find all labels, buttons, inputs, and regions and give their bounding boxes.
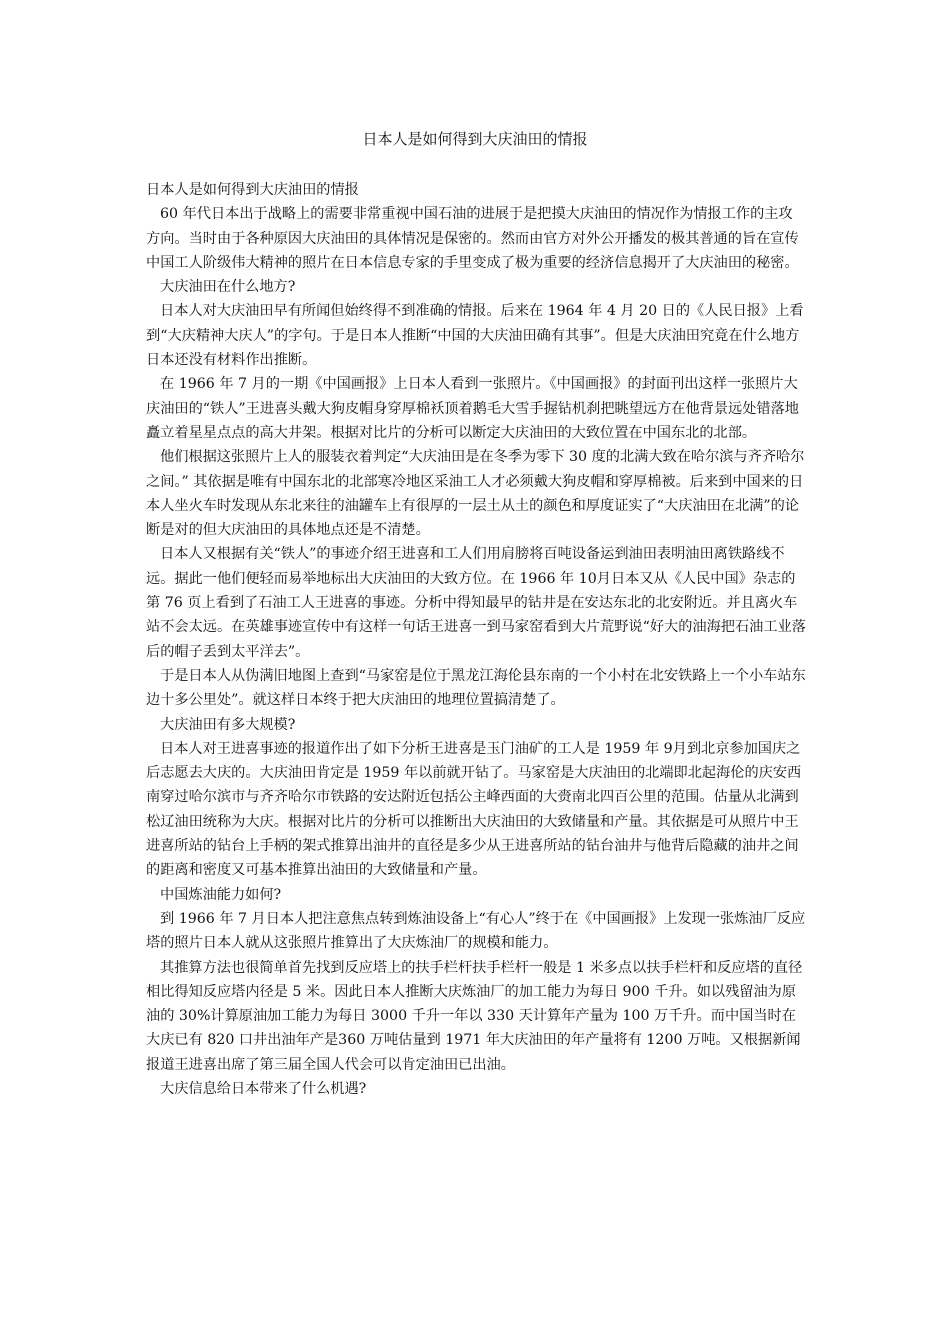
intro-paragraph: 60 年代日本出于战略上的需要非常重视中国石油的进展于是把摸大庆油田的情况作为情报工作的主攻方向。当时由于各种原因大庆油田的具体情况是保密的。然而由官方对外公开播发的极其普通的旨在宣传中国工人阶级伟大精神的照片在日本信息专家的手里变成了极为重要的经济信息揭开了大庆油田的秘密。 [146, 206, 799, 271]
document-body [146, 178, 806, 1101]
paragraph: 日本人对大庆油田早有所闻但始终得不到准确的情报。后来在 1964 年 4 月 20 日的《人民日报》上看到“大庆精神大庆人”的字句。于是日本人推断“中国的大庆油田确有其事”。但是大庆油田究竟在什么地方日本还没有材料作出推断。 [146, 303, 804, 369]
paragraph: 于是日本人从伪满旧地图上查到“马家窑是位于黑龙江海伦县东南的一个小村在北安铁路上一个小车站东边十多公里处”。就这样日本终于把大庆油田的地理位置搞清楚了。 [146, 667, 806, 709]
section-heading-refining: 中国炼油能力如何? [160, 886, 282, 903]
document-title: 日本人是如何得到大庆油田的情报 [362, 130, 588, 148]
section-heading-scale: 大庆油田有多大规模? [160, 716, 296, 733]
paragraph: 日本人对王进喜事迹的报道作出了如下分析王进喜是玉门油矿的工人是 1959 年 9月到北京参加国庆之后志愿去大庆的。大庆油田肯定是 1959 年以前就开钻了。马家窑是大庆油田的北端即北起海伦的庆安西南穿过哈尔滨市与齐齐哈尔市铁路的安达附近包括公主峰西面的大赍南北四百公里的范围。估量从北满到松辽油田统称为大庆。根据对比片的分析可以推断出大庆油田的大致储量和产量。其依据是可从照片中王进喜所站的钻台上手柄的架式推算出油井的直径是多少从王进喜所站的钻台油井与他背后隐藏的油井之间的距离和密度又可基本推算出油田的大致储量和产量。 [146, 740, 802, 879]
subtitle-paragraph: 日本人是如何得到大庆油田的情报 [146, 182, 359, 198]
paragraph: 他们根据这张照片上人的服装衣着判定“大庆油田是在冬季为零下 30 度的北满大致在哈尔滨与齐齐哈尔之间。” 其依据是唯有中国东北的北部寒冷地区采油工人才必须戴大狗皮帽和穿厚棉被。后来到中国来的日本人坐火车时发现从东北来往的油罐车上有很厚的一层土从土的颜色和厚度证实了“大庆油田在北满”的论断是对的但大庆油田的具体地点还是不清楚。 [146, 449, 805, 539]
paragraph: 其推算方法也很简单首先找到反应塔上的扶手栏杆扶手栏杆一般是 1 米多点以扶手栏杆和反应塔的直径相比得知反应塔内径是 5 米。因此日本人推断大庆炼油厂的加工能力为每日 900 千升。如以残留油为原油的 30%计算原油加工能力为每日 3000 千升一年以 330 天计算年产量为 100 万千升。而中国当时在大庆已有 820 口井出油年产是360 万吨估量到 1971 年大庆油田的年产量将有 1200 万吨。又根据新闻报道王进喜出席了第三届全国人代会可以肯定油田已出油。 [146, 959, 803, 1073]
section-heading-location: 大庆油田在什么地方? [160, 279, 296, 296]
paragraph: 在 1966 年 7 月的一期《中国画报》上日本人看到一张照片。《中国画报》的封面刊出这样一张照片大庆油田的“铁人”王进喜头戴大狗皮帽身穿厚棉袄顶着鹅毛大雪手握钻机刹把眺望远方在他背景远处错落地矗立着星星点点的高大井架。根据对比片的分析可以断定大庆油田的大致位置在中国东北的北部。 [146, 376, 799, 441]
paragraph: 日本人又根据有关“铁人”的事迹介绍王进喜和工人们用肩膀将百吨设备运到油田表明油田离铁路线不远。据此一他们便轻而易举地标出大庆油田的大致方位。在 1966 年 10月日本又从《人民中国》杂志的第 76 页上看到了石油工人王进喜的事迹。分析中得知最早的钻井是在安达东北的北安附近。并且离火车站不会太远。在英雄事迹宣传中有这样一句话王进喜一到马家窑看到大片荒野说“好大的油海把石油工业落后的帽子丢到太平洋去”。 [146, 546, 806, 660]
section-heading-opportunity: 大庆信息给日本带来了什么机遇? [160, 1080, 367, 1097]
paragraph: 到 1966 年 7 月日本人把注意焦点转到炼油设备上“有心人”终于在《中国画报》上发现一张炼油厂反应塔的照片日本人就从这张照片推算出了大庆炼油厂的规模和能力。 [146, 910, 806, 952]
